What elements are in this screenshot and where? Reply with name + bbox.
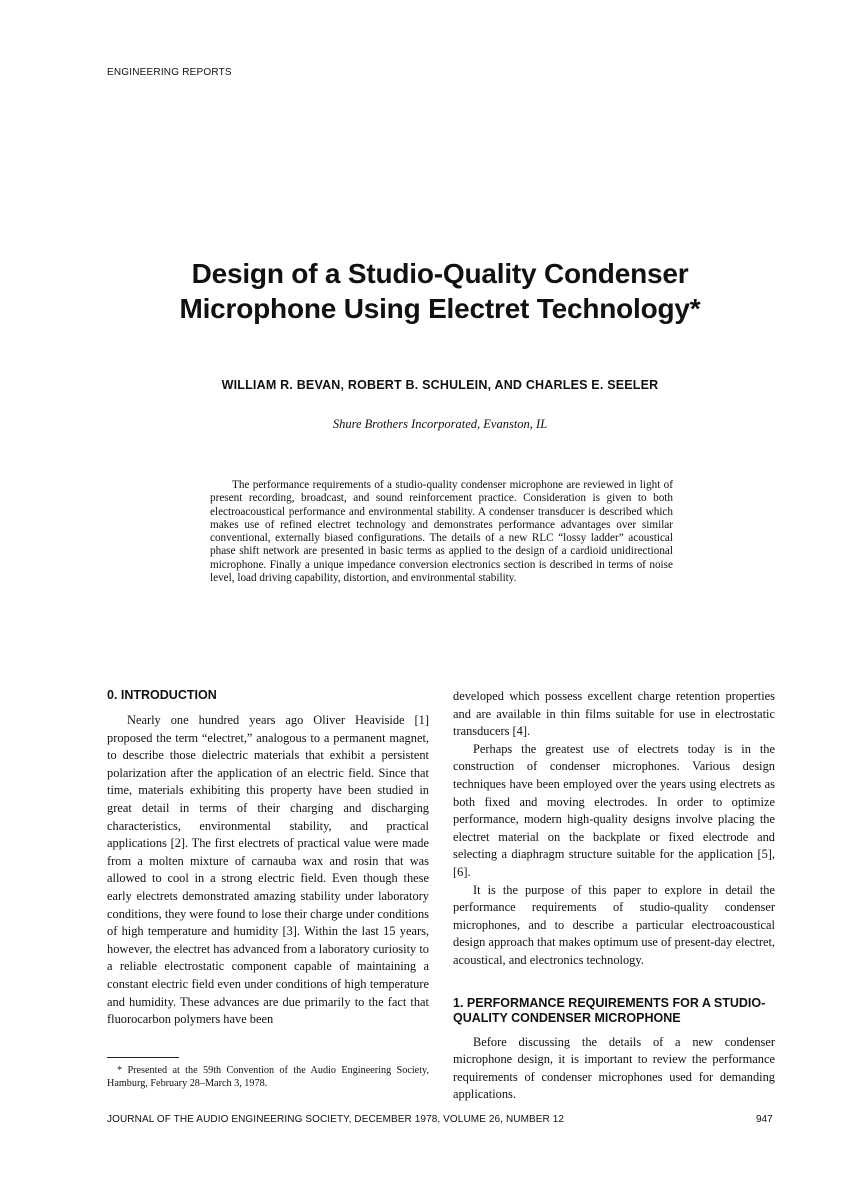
intro-paragraph-1-continued: developed which possess excellent charge retention properties and are available in thin films suitable for use in electrostatic transducers [4]. [453, 689, 775, 739]
section-heading-performance-requirements: 1. PERFORMANCE REQUIREMENTS FOR A STUDIO-QUALITY CONDENSER MICROPHONE [453, 995, 766, 1025]
intro-paragraph-3: It is the purpose of this paper to explore in detail the performance requirements of studio-quality condenser microphones, and to describe a particular electroacoustical design approach that makes optimum use of present-day electret, acoustical, and electronics technology. [453, 882, 775, 967]
left-column [107, 688, 429, 1029]
section1-paragraph-1: Before discussing the details of a new condenser microphone design, it is important to review the performance requirements of condenser microphones used for demanding applications. [453, 1034, 775, 1102]
running-head: ENGINEERING REPORTS [107, 67, 232, 78]
author-list: WILLIAM R. BEVAN, ROBERT B. SCHULEIN, AND CHARLES E. SEELER [221, 378, 659, 392]
footnote-divider [107, 1057, 179, 1058]
right-column [453, 688, 775, 1104]
affiliation: Shure Brothers Incorporated, Evanston, IL [332, 417, 548, 431]
intro-paragraph-2: Perhaps the greatest use of electrets today is in the construction of condenser microphones. Various design techniques have been employed over the years using electrets as both fixed and moving electrodes. In order to optimize performance, modern high-quality designs involve placing the electret material on the backplate or fixed electrode and selecting a diaphragm structure suitable for the application [5], [6]. [453, 741, 775, 879]
abstract: The performance requirements of a studio-quality condenser microphone are reviewed in light of present recording, broadcast, and sound reinforcement practice. Consideration is given to both electroacoustical performance and environmental stability. A condenser transducer is described which makes use of refined electret technology and demonstrates performance advantages over similar conventional, externally biased configurations. The details of a new RLC “lossy ladder” acoustical phase shift network are presented in basic terms as applied to the design of a cardioid unidirectional microphone. Finally a unique impedance conversion electronics section is described in terms of noise level, load driving capability, distortion, and environmental stability. [210, 479, 673, 585]
intro-paragraph-1: Nearly one hundred years ago Oliver Heaviside [1] proposed the term “electret,” analogous to a permanent magnet, to describe those dielectric materials that exhibit a persistent polarization after the application of an electric field. Since that time, materials exhibiting this property have been studied in great detail in terms of their charging and discharging characteristics, environmental stability, and practical applications [2]. The first electrets of practical value were made from a molten mixture of carnauba wax and rosin that was allowed to cool in a strong electric field. Even though these early electrets demonstrated amazing stability under laboratory conditions, they were found to lose their charge under conditions of high temperature and humidity [3]. Within the last 15 years, however, the electret has advanced from a laboratory curiosity to a reliable electrostatic component capable of maintaining a constant electric field even under conditions of high temperature and humidity. These advances are due primarily to the fact that fluorocarbon polymers have been [107, 713, 429, 1027]
paper-title-line-1: Design of a Studio-Quality Condenser [191, 258, 689, 289]
page-number: 947 [756, 1114, 773, 1125]
footnote: * Presented at the 59th Convention of the Audio Engineering Society, Hamburg, February 28–March 3, 1978. [107, 1065, 429, 1089]
section-heading-introduction: 0. INTRODUCTION [107, 688, 217, 702]
journal-footer: JOURNAL OF THE AUDIO ENGINEERING SOCIETY, DECEMBER 1978, VOLUME 26, NUMBER 12 [107, 1114, 565, 1125]
paper-title [100, 256, 780, 326]
paper-title-line-2: Microphone Using Electret Technology* [179, 293, 701, 324]
